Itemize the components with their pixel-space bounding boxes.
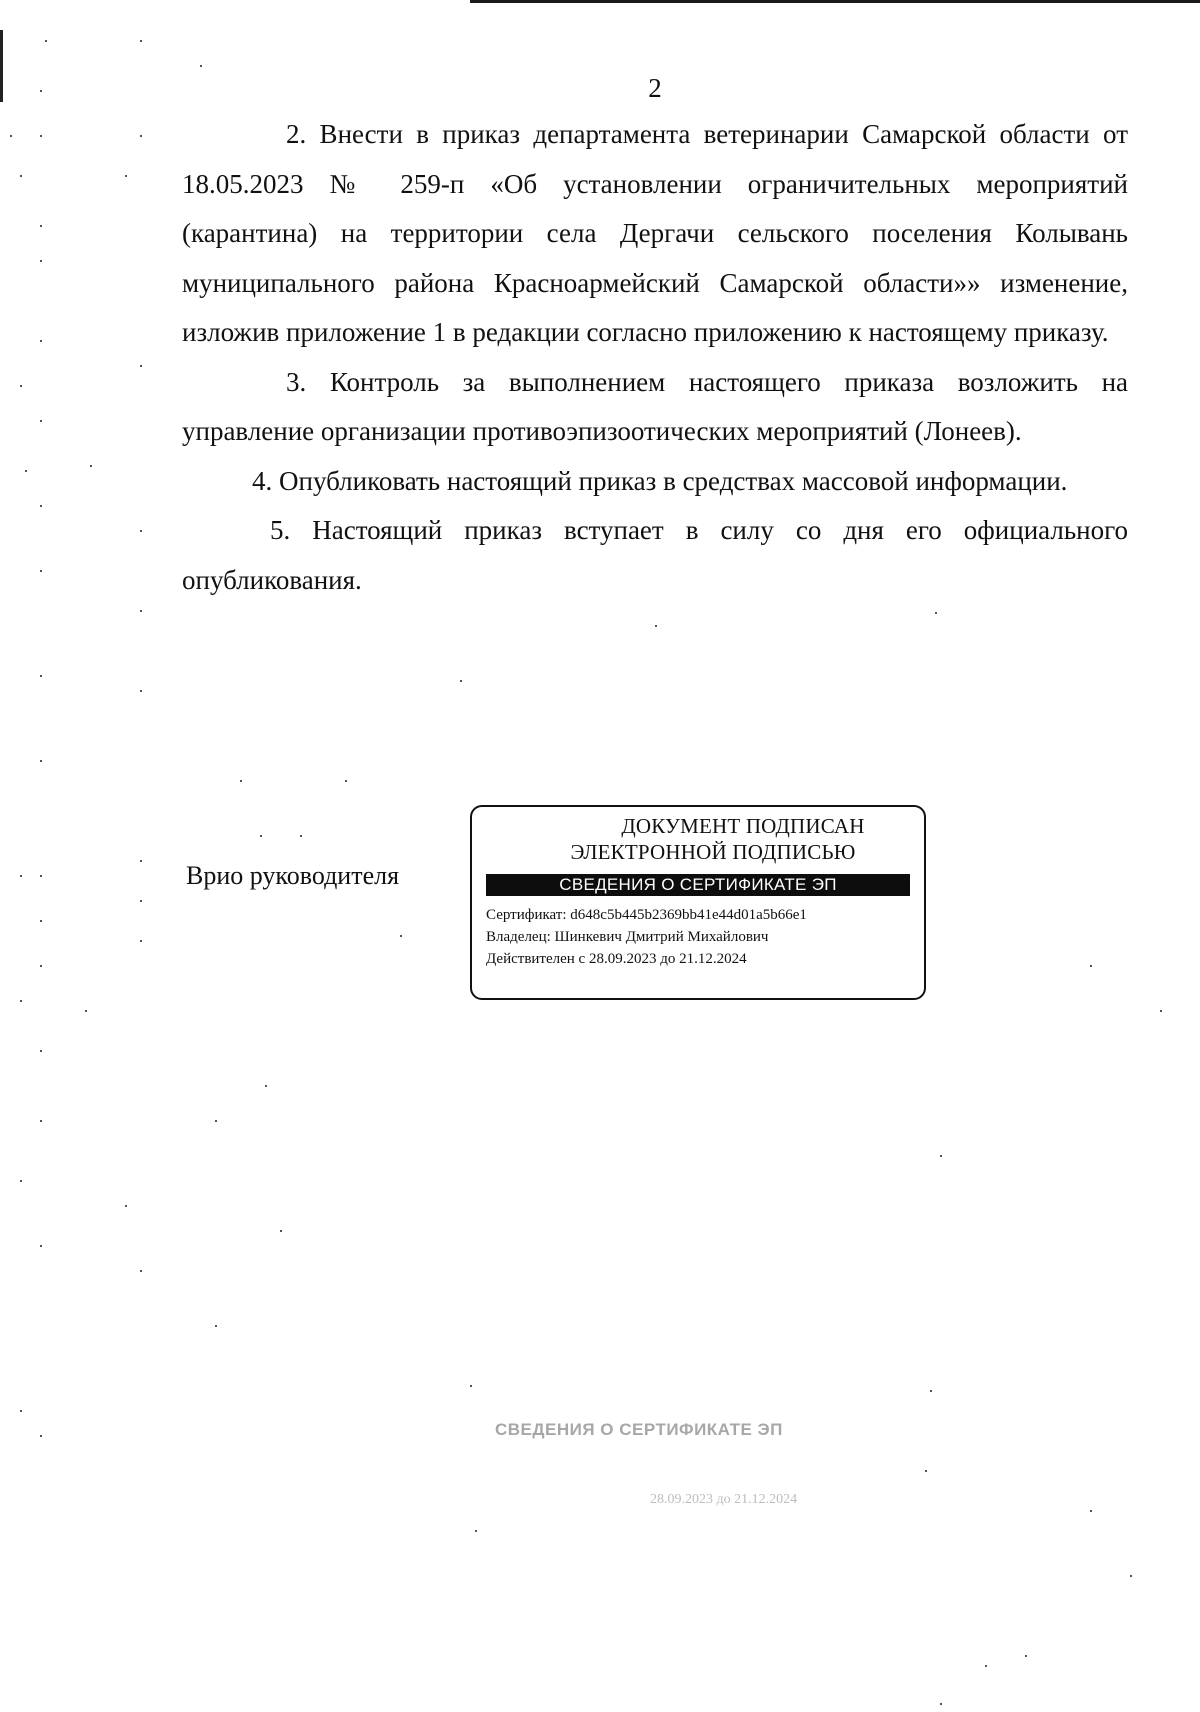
stamp-certificate-banner: СВЕДЕНИЯ О СЕРТИФИКАТЕ ЭП (486, 874, 910, 896)
signer-position: Врио руководителя (186, 861, 400, 890)
stamp-title (472, 813, 924, 865)
electronic-signature-stamp (470, 805, 926, 1000)
paragraph-2: 2. Внести в приказ департамента ветеринарии Самарской области от 18.05.2023 № 259-п «Об установлении ограничительных мероприятий (карантина) на территории села Дергачи сельского поселения Колывань муниципального района Красноармейский Самарской области»» изменение, изложив приложение 1 в редакции согласно приложению к настоящему приказу. (182, 119, 1128, 347)
stamp-validity: Действителен с 28.09.2023 до 21.12.2024 (486, 951, 747, 967)
top-edge-rule (470, 0, 1200, 3)
stamp-owner: Владелец: Шинкевич Дмитрий Михайлович (486, 929, 769, 945)
ghost-stamp-validity: 28.09.2023 до 21.12.2024 (650, 1492, 798, 1507)
paragraph-5: 5. Настоящий приказ вступает в силу со дня его официального опубликования. (182, 515, 1128, 595)
document-body (182, 110, 1128, 605)
ghost-stamp-banner: СВЕДЕНИЯ О СЕРТИФИКАТЕ ЭП (495, 1420, 783, 1439)
stamp-certificate-number: Сертификат: d648c5b445b2369bb41e44d01a5b66e1 (486, 907, 807, 923)
stamp-certificate-details (486, 904, 807, 970)
paragraph-4: 4. Опубликовать настоящий приказ в средствах массовой информации. (252, 465, 1068, 496)
stamp-title-line2: ЭЛЕКТРОННОЙ ПОДПИСЬЮ (570, 840, 856, 864)
paragraph-3: 3. Контроль за выполнением настоящего приказа возложить на управление организации противоэпизоотических мероприятий (Лонеев). (182, 366, 1128, 446)
stamp-title-line1: ДОКУМЕНТ ПОДПИСАН (621, 814, 865, 838)
page-number: 2 (648, 73, 662, 103)
